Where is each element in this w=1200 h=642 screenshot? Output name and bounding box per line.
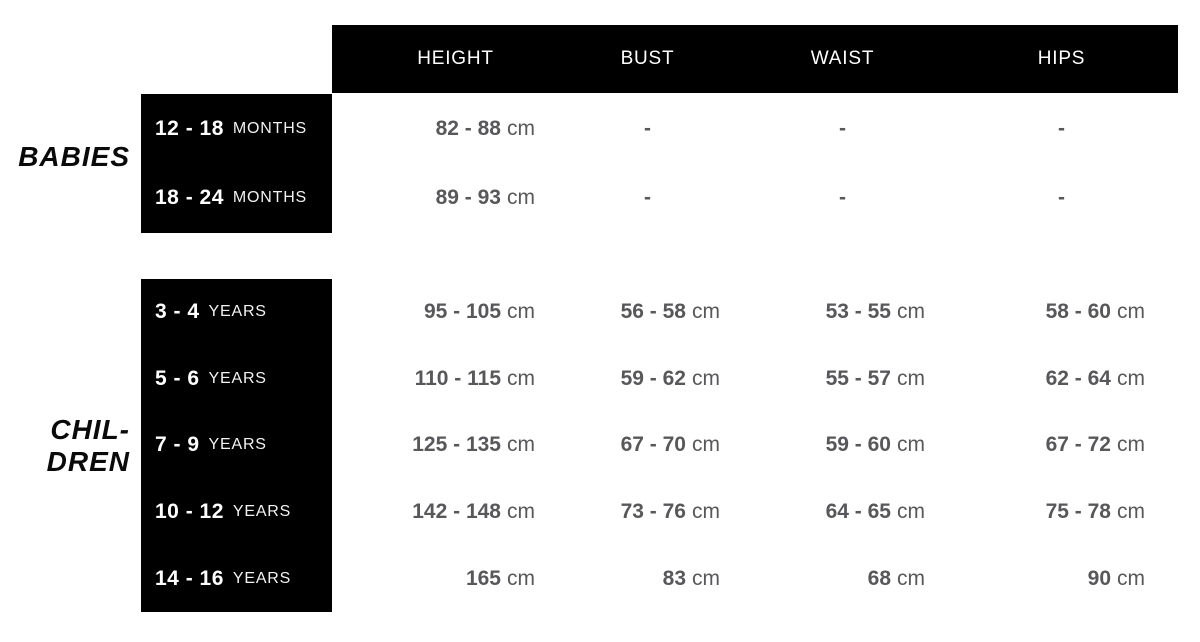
cell-unit: cm — [692, 300, 720, 324]
cell-unit: cm — [507, 500, 535, 524]
table-row — [332, 279, 1178, 346]
cell-hips — [945, 433, 1178, 457]
size-range: 18 - 24 — [155, 186, 224, 210]
cell-unit: cm — [1117, 300, 1145, 324]
babies-size-label-box — [141, 94, 332, 233]
size-row-10-12-years — [141, 479, 332, 546]
cell-value: 82 - 88 — [435, 116, 501, 140]
cell-unit: cm — [507, 116, 535, 140]
cell-value: 56 - 58 — [620, 300, 686, 324]
cell-unit: cm — [897, 300, 925, 324]
cell-hips — [945, 367, 1178, 391]
table-row — [332, 164, 1178, 234]
cell-value: 53 - 55 — [825, 300, 891, 324]
size-unit: MONTHS — [232, 119, 308, 137]
cell-hips — [945, 186, 1178, 210]
table-row — [332, 412, 1178, 479]
children-data-rows — [332, 279, 1178, 612]
cell-value: 67 - 72 — [1045, 433, 1111, 457]
group-title-babies-text: BABIES — [18, 141, 130, 172]
cell-value: 125 - 135 — [412, 433, 501, 457]
cell-bust — [555, 367, 740, 391]
cell-value: 75 - 78 — [1045, 500, 1111, 524]
cell-value: 89 - 93 — [435, 186, 501, 210]
cell-value: 59 - 62 — [620, 366, 686, 390]
size-row-18-24-months — [141, 164, 332, 234]
cell-waist — [740, 367, 945, 391]
group-title-children — [0, 414, 130, 478]
cell-value: 58 - 60 — [1045, 300, 1111, 324]
size-row-7-9-years — [141, 412, 332, 479]
cell-value: 73 - 76 — [620, 500, 686, 524]
table-row — [332, 545, 1178, 612]
cell-unit: cm — [897, 566, 925, 590]
cell-hips — [945, 500, 1178, 524]
size-unit: YEARS — [232, 569, 292, 587]
cell-unit: cm — [897, 500, 925, 524]
cell-value: 62 - 64 — [1045, 366, 1111, 390]
column-header-waist: WAIST — [810, 48, 875, 69]
cell-bust — [555, 186, 740, 210]
size-row-5-6-years — [141, 346, 332, 413]
cell-bust — [555, 433, 740, 457]
column-header-bust: BUST — [620, 48, 675, 69]
cell-value: 55 - 57 — [825, 366, 891, 390]
cell-waist — [740, 300, 945, 324]
size-range: 5 - 6 — [155, 366, 200, 390]
size-range: 12 - 18 — [155, 116, 224, 140]
cell-unit: cm — [897, 366, 925, 390]
cell-unit: cm — [507, 186, 535, 210]
cell-value: - — [644, 116, 651, 140]
cell-hips — [945, 300, 1178, 324]
cell-bust — [555, 567, 740, 591]
size-row-3-4-years — [141, 279, 332, 346]
cell-value: 95 - 105 — [423, 300, 501, 324]
cell-unit: cm — [692, 366, 720, 390]
cell-waist — [740, 500, 945, 524]
cell-hips — [945, 117, 1178, 141]
cell-height — [332, 500, 555, 524]
cell-value: 110 - 115 — [414, 366, 501, 390]
column-header-height: HEIGHT — [417, 48, 494, 69]
babies-data-rows — [332, 94, 1178, 233]
group-title-children-line2: DREN — [46, 446, 130, 477]
table-row — [332, 94, 1178, 164]
size-unit: YEARS — [208, 369, 267, 387]
cell-unit: cm — [897, 433, 925, 457]
cell-unit: cm — [507, 366, 535, 390]
cell-value: 64 - 65 — [825, 500, 891, 524]
cell-unit: cm — [1117, 433, 1145, 457]
cell-waist — [740, 117, 945, 141]
cell-height — [332, 433, 555, 457]
size-range: 10 - 12 — [155, 500, 224, 524]
cell-bust — [555, 117, 740, 141]
size-range: 3 - 4 — [155, 300, 200, 324]
cell-height — [332, 300, 555, 324]
cell-waist — [740, 186, 945, 210]
cell-bust — [555, 300, 740, 324]
size-range: 14 - 16 — [155, 566, 224, 590]
cell-value: 165 — [465, 566, 501, 590]
cell-value: 59 - 60 — [825, 433, 891, 457]
cell-bust — [555, 500, 740, 524]
cell-value: - — [1058, 116, 1065, 140]
cell-unit: cm — [507, 300, 535, 324]
cell-unit: cm — [1117, 500, 1145, 524]
cell-unit: cm — [507, 433, 535, 457]
cell-value: - — [839, 116, 846, 140]
size-unit: YEARS — [232, 503, 292, 521]
cell-height — [332, 186, 555, 210]
column-header-hips: HIPS — [1037, 48, 1086, 69]
column-header-bar — [332, 25, 1178, 93]
cell-height — [332, 367, 555, 391]
cell-unit: cm — [1117, 566, 1145, 590]
cell-value: 83 — [662, 566, 686, 590]
size-unit: YEARS — [208, 303, 267, 321]
cell-height — [332, 117, 555, 141]
size-unit: YEARS — [208, 436, 267, 454]
cell-waist — [740, 433, 945, 457]
size-row-14-16-years — [141, 545, 332, 612]
cell-hips — [945, 567, 1178, 591]
cell-value: 67 - 70 — [620, 433, 686, 457]
size-unit: MONTHS — [232, 189, 308, 207]
cell-unit: cm — [1117, 366, 1145, 390]
cell-value: - — [839, 186, 846, 210]
children-size-label-box — [141, 279, 332, 612]
group-title-children-line1: CHIL- — [50, 414, 130, 445]
cell-waist — [740, 567, 945, 591]
size-range: 7 - 9 — [155, 433, 200, 457]
cell-value: 90 — [1087, 566, 1111, 590]
cell-height — [332, 567, 555, 591]
cell-unit: cm — [692, 500, 720, 524]
size-row-12-18-months — [141, 94, 332, 164]
table-row — [332, 346, 1178, 413]
cell-value: - — [1058, 186, 1065, 210]
cell-value: - — [644, 186, 651, 210]
table-row — [332, 479, 1178, 546]
cell-unit: cm — [507, 566, 535, 590]
group-title-babies — [0, 141, 130, 173]
cell-value: 142 - 148 — [412, 500, 501, 524]
cell-value: 68 — [867, 566, 891, 590]
cell-unit: cm — [692, 433, 720, 457]
cell-unit: cm — [692, 566, 720, 590]
